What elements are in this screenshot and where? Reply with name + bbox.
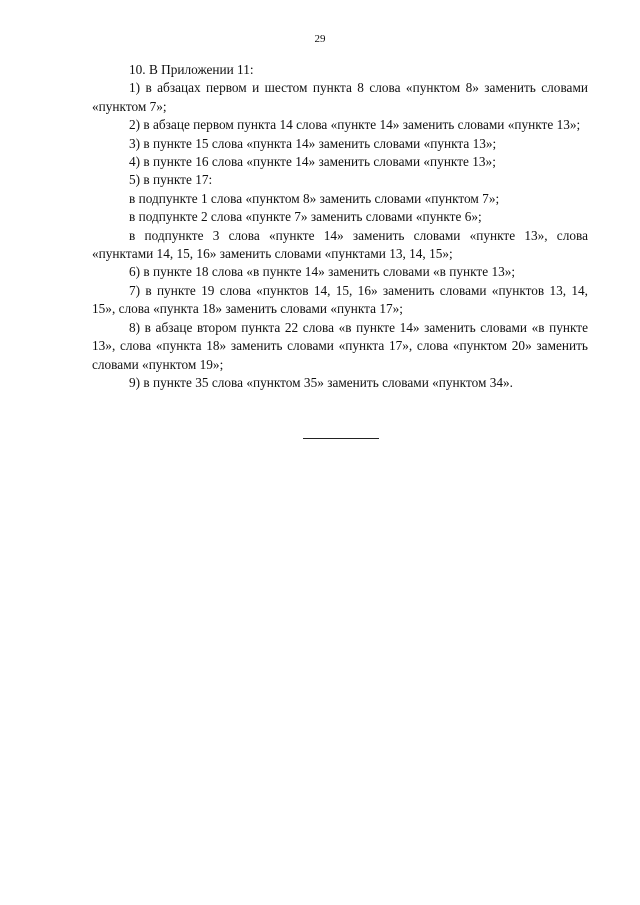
- paragraph-item-7: 7) в пункте 19 слова «пунктов 14, 15, 16» заменить словами «пунктов 13, 14, 15», слова «пункта 18» заменить словами «пункта 17»;: [92, 282, 588, 317]
- paragraph-section-10-heading: 10. В Приложении 11:: [129, 62, 254, 77]
- paragraph-item-3: 3) в пункте 15 слова «пункта 14» заменить словами «пункта 13»;: [129, 135, 497, 151]
- paragraph-item-1: 1) в абзацах первом и шестом пункта 8 слова «пунктом 8» заменить словами «пунктом 7»;: [92, 80, 588, 114]
- paragraph-item-6: 6) в пункте 18 слова «в пункте 14» заменить словами «в пункте 13»;: [129, 264, 516, 280]
- paragraph-subitem-2: в подпункте 2 слова «пункте 7» заменить словами «пункте 6»;: [129, 209, 482, 225]
- paragraph-subitem-3: в подпункте 3 слова «пункте 14» заменить словами «пункте 13», слова «пунктами 14, 15, 16» заменить словами «пунктами 13, 14, 15»;: [92, 227, 588, 262]
- paragraph-subitem-1: в подпункте 1 слова «пунктом 8» заменить словами «пунктом 7»;: [129, 190, 500, 206]
- paragraph-item-9: 9) в пункте 35 слова «пунктом 35» заменить словами «пунктом 34».: [129, 374, 513, 390]
- paragraph-item-8: 8) в абзаце втором пункта 22 слова «в пункте 14» заменить словами «в пункте 13», слова «пункта 18» заменить словами «пункта 17», слова «пунктом 20» заменить словами «пунктом 19»;: [92, 319, 588, 372]
- page-number: 29: [314, 33, 326, 45]
- paragraph-item-2: 2) в абзаце первом пункта 14 слова «пункте 14» заменить словами «пункте 13»;: [129, 117, 581, 133]
- end-separator-line: [303, 438, 379, 439]
- paragraph-item-4: 4) в пункте 16 слова «пункте 14» заменить словами «пункте 13»;: [129, 154, 496, 170]
- document-body: [92, 61, 588, 392]
- paragraph-item-5: 5) в пункте 17:: [129, 172, 213, 188]
